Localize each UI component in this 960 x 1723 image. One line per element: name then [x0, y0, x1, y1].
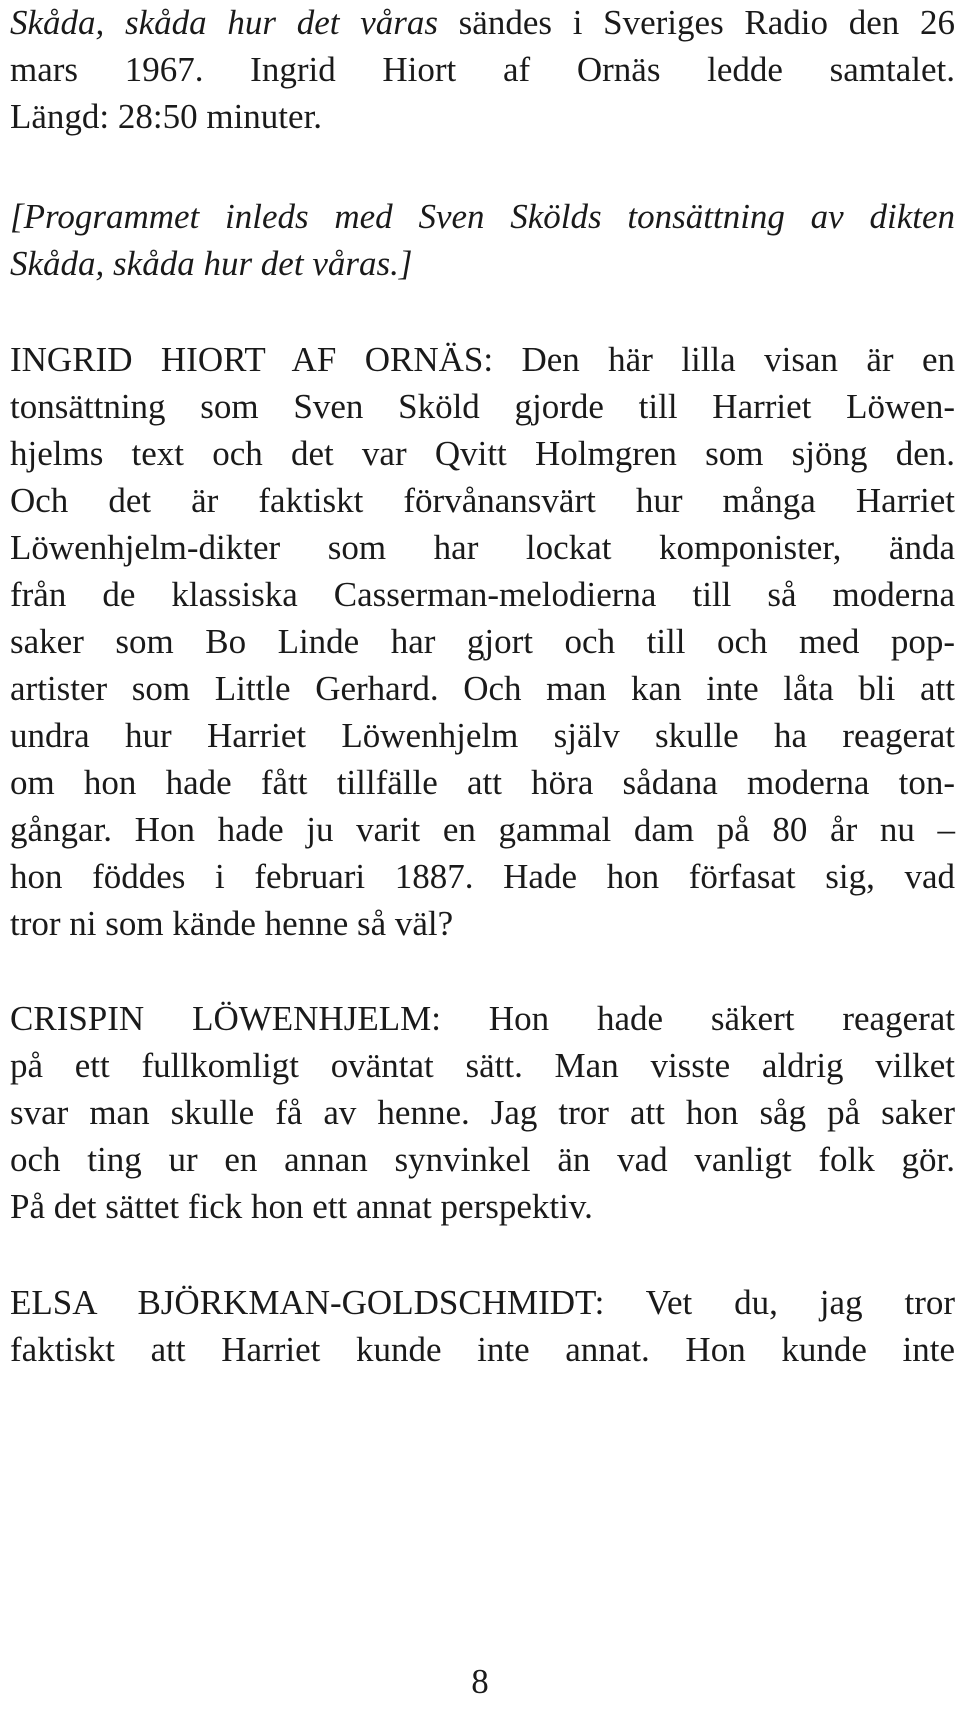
para2-line: På det sättet fick hon ett annat perspektiv.: [10, 1187, 593, 1226]
para1-line: undra hur Harriet Löwenhjelm själv skulle ha reagerat: [10, 716, 955, 755]
para2-line: svar man skulle få av henne. Jag tror att hon såg på saker: [10, 1093, 955, 1132]
para1-line: Löwenhjelm-dikter som har lockat komponister, ända: [10, 528, 955, 567]
para1-line: INGRID HIORT AF ORNÄS: Den här lilla visan är en: [10, 340, 955, 379]
para1-line: tror ni som kände henne så väl?: [10, 904, 454, 943]
para1-line: artister som Little Gerhard. Och man kan inte låta bli att: [10, 669, 955, 708]
para1-line: om hon hade fått tillfälle att höra sådana moderna ton-: [10, 763, 955, 802]
para3-line: faktiskt att Harriet kunde inte annat. Hon kunde inte: [10, 1330, 955, 1369]
para3-line: ELSA BJÖRKMAN-GOLDSCHMIDT: Vet du, jag tror: [10, 1283, 955, 1322]
para2-line: CRISPIN LÖWENHJELM: Hon hade säkert reagerat: [10, 999, 955, 1038]
intro-line-2: mars 1967. Ingrid Hiort af Ornäs ledde samtalet.: [10, 50, 955, 89]
note-line-2: Skåda, skåda hur det våras.]: [10, 244, 413, 283]
intro-line-1-rest: sändes i Sveriges Radio den 26: [437, 3, 955, 42]
para2-line: och ting ur en annan synvinkel än vad vanligt folk gör.: [10, 1140, 955, 1179]
page-number: 8: [471, 1662, 489, 1701]
para1-line: tonsättning som Sven Sköld gjorde till Harriet Löwen-: [10, 387, 955, 426]
para1-line: hon föddes i februari 1887. Hade hon förfasat sig, vad: [10, 857, 955, 896]
para1-line: gångar. Hon hade ju varit en gammal dam på 80 år nu –: [10, 810, 955, 849]
para2-line: på ett fullkomligt oväntat sätt. Man visste aldrig vilket: [10, 1046, 955, 1085]
para1-line: hjelms text och det var Qvitt Holmgren som sjöng den.: [10, 434, 955, 473]
intro-title: Skåda, skåda hur det våras: [10, 3, 438, 42]
para1-line: Och det är faktiskt förvånansvärt hur många Harriet: [10, 481, 955, 520]
intro-line-3: Längd: 28:50 minuter.: [10, 97, 323, 136]
intro-line-1: [10, 0, 955, 49]
para1-line: saker som Bo Linde har gjort och till och med pop-: [10, 622, 955, 661]
note-line-1: [Programmet inleds med Sven Skölds tonsättning av dikten: [10, 197, 955, 236]
para1-line: från de klassiska Casserman-melodierna till så moderna: [10, 575, 955, 614]
